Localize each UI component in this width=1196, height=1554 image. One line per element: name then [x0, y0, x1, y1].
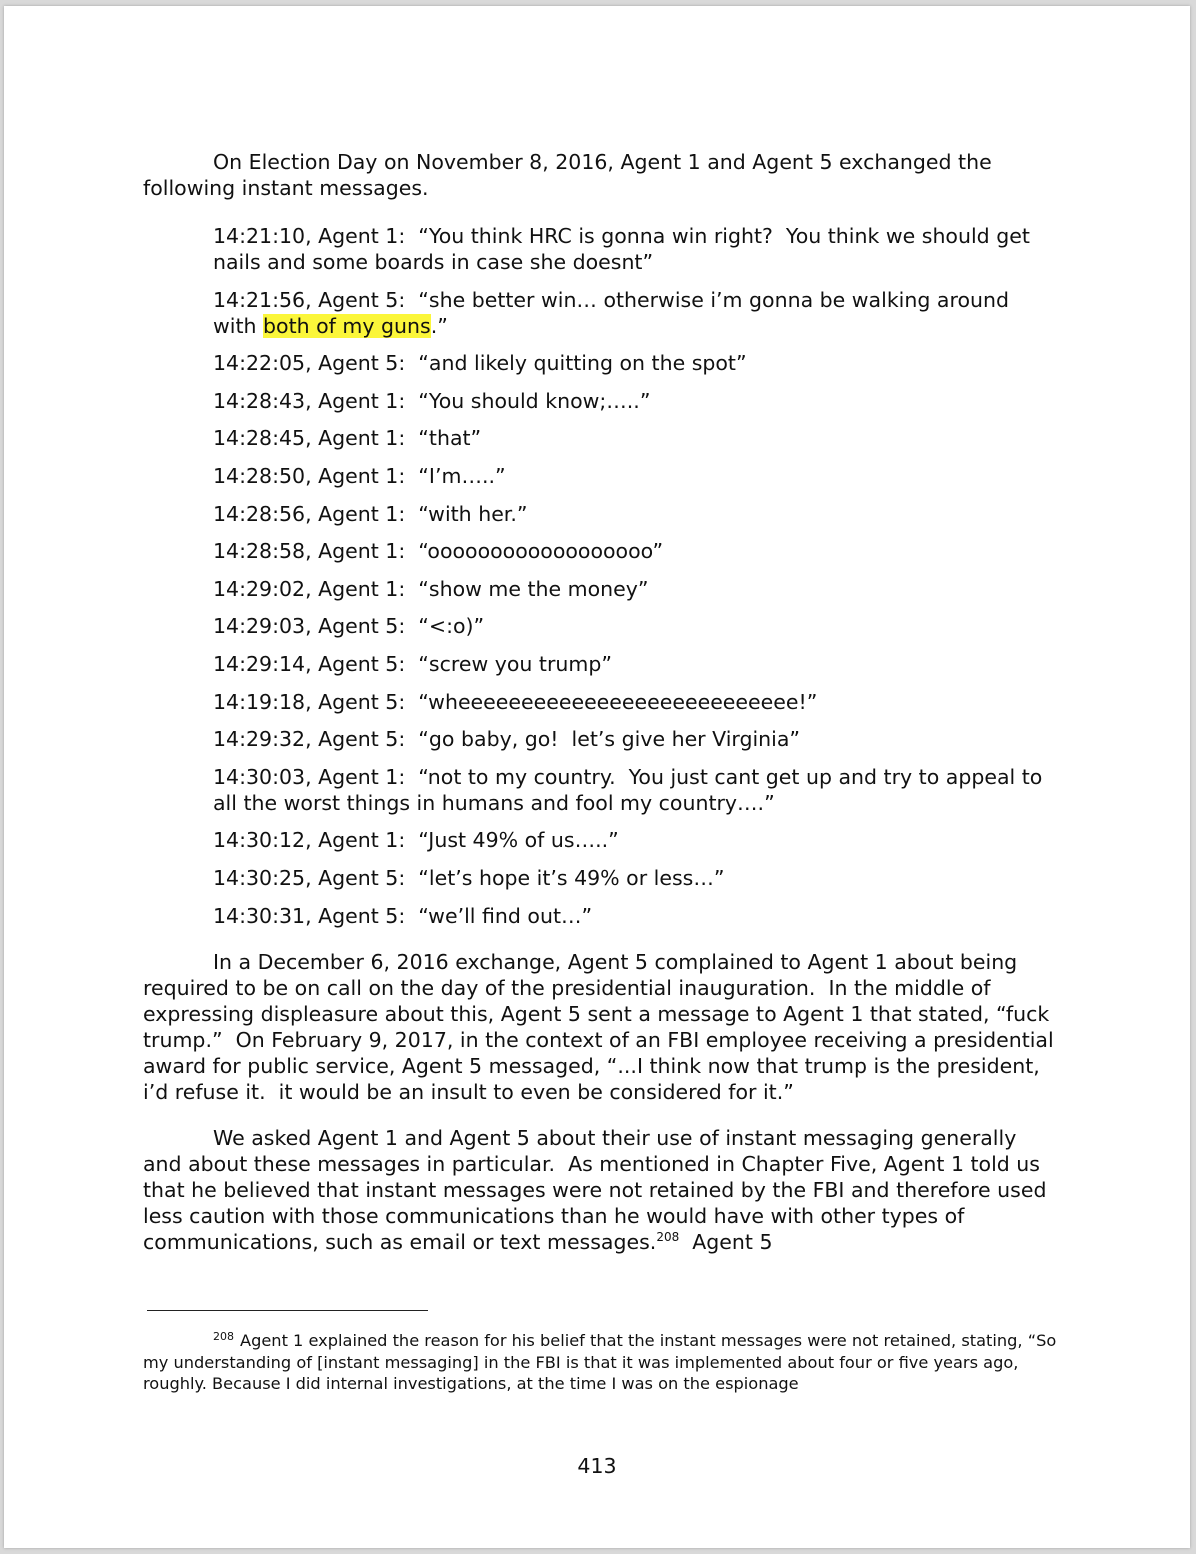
message-text: “she better win… otherwise i’m gonna be walking around with: [213, 287, 1016, 338]
message-text: “and likely quitting on the spot”: [418, 351, 747, 376]
message-text: “that”: [418, 426, 482, 451]
message-timestamp: 14:29:32, Agent 5:: [213, 727, 406, 752]
message-item: [213, 613, 1055, 639]
message-timestamp: 14:30:03, Agent 1:: [213, 764, 406, 789]
message-item: [213, 726, 1055, 752]
message-item: [213, 903, 1055, 929]
message-item: [213, 287, 1055, 339]
message-list: [213, 223, 1055, 929]
intro-paragraph: On Election Day on November 8, 2016, Agent 1 and Agent 5 exchanged the following instant messages.: [143, 150, 999, 200]
message-timestamp: 14:29:02, Agent 1:: [213, 576, 406, 601]
message-timestamp: 14:29:03, Agent 5:: [213, 614, 406, 639]
message-item: [213, 538, 1055, 564]
message-item: [213, 651, 1055, 677]
message-item: [213, 388, 1055, 414]
document-body: [143, 149, 1061, 1255]
message-item: [213, 689, 1055, 715]
message-timestamp: 14:28:58, Agent 1:: [213, 539, 406, 564]
message-timestamp: 14:28:50, Agent 1:: [213, 463, 406, 488]
message-timestamp: 14:28:56, Agent 1:: [213, 501, 406, 526]
body-paragraph-instant-messaging: [143, 1125, 1055, 1255]
page-number: 413: [577, 1454, 617, 1478]
message-text: “Just 49% of us…..”: [418, 828, 619, 853]
message-timestamp: 14:30:12, Agent 1:: [213, 828, 406, 853]
message-text: “You should know;…..”: [418, 388, 651, 413]
message-text: “wheeeeeeeeeeeeeeeeeeeeeeeeeee!”: [418, 689, 818, 714]
message-timestamp: 14:30:25, Agent 5:: [213, 865, 406, 890]
message-item: [213, 764, 1055, 816]
message-item: [213, 827, 1055, 853]
message-timestamp: 14:30:31, Agent 5:: [213, 903, 406, 928]
message-item: [213, 576, 1055, 602]
footnote-reference[interactable]: 208: [656, 1229, 680, 1244]
message-text: “we’ll find out…”: [418, 903, 593, 928]
message-text: “let’s hope it’s 49% or less…”: [418, 865, 725, 890]
message-text: “You think HRC is gonna win right? You think we should get nails and some boards in case she doesnt”: [213, 224, 1037, 274]
message-text: “with her.”: [418, 501, 528, 526]
paragraph-text: Agent 5: [679, 1229, 773, 1254]
message-item: [213, 865, 1055, 891]
message-timestamp: 14:28:43, Agent 1:: [213, 388, 406, 413]
body-paragraph-inauguration: In a December 6, 2016 exchange, Agent 5 complained to Agent 1 about being required to be on call on the day of the presidential inauguration. In the middle of expressing displeasure about this, Agent 5 sent a message to Agent 1 that stated, “fuck trump.” On February 9, 2017, in the context of an FBI employee receiving a presidential award for public service, Agent 5 messaged, “...I think now that trump is the president, i’d refuse it. it would be an insult to even be considered for it.”: [143, 949, 1061, 1104]
message-text: “screw you trump”: [418, 651, 612, 676]
message-timestamp: 14:19:18, Agent 5:: [213, 689, 406, 714]
message-text: .”: [430, 313, 448, 338]
message-text: “<:o)”: [418, 614, 485, 639]
message-timestamp: 14:21:10, Agent 1:: [213, 224, 406, 248]
message-timestamp: 14:29:14, Agent 5:: [213, 651, 406, 676]
message-item: [213, 425, 1055, 451]
message-item: [213, 463, 1055, 489]
message-timestamp: 14:22:05, Agent 5:: [213, 351, 406, 376]
message-text: “show me the money”: [418, 576, 649, 601]
message-timestamp: 14:21:56, Agent 5:: [213, 287, 406, 312]
paragraph-text: We asked Agent 1 and Agent 5 about their use of instant messaging generally and about these messages in particular. As mentioned in Chapter Five, Agent 1 told us that he believed that instant messages were not retained by the FBI and therefore used less caution with those communications than he would have with other types of communications, such as email or text messages.: [143, 1125, 1054, 1254]
highlighted-text: both of my guns: [263, 313, 431, 338]
message-text: “not to my country. You just cant get up and try to appeal to all the worst things in humans and fool my country….”: [213, 764, 1049, 815]
message-timestamp: 14:28:45, Agent 1:: [213, 426, 406, 451]
footnote-divider: [147, 1310, 428, 1311]
footnote-text: Agent 1 explained the reason for his belief that the instant messages were not retained, stating, “So my understanding of [instant messaging] in the FBI is that it was implemented about four or five years ago, roughly. Because I did internal investigations, at the time I was on the espionage: [143, 1331, 1057, 1393]
message-text: “I’m…..”: [418, 463, 506, 488]
message-item: [213, 350, 1055, 376]
message-item: [213, 223, 1055, 275]
footnote-number: 208: [213, 1329, 234, 1343]
message-text: “oooooooooooooooooo”: [418, 539, 664, 564]
message-text: “go baby, go! let’s give her Virginia”: [418, 727, 801, 752]
document-page: [4, 6, 1190, 1548]
message-item: [213, 501, 1055, 527]
footnote: [143, 1330, 1058, 1395]
